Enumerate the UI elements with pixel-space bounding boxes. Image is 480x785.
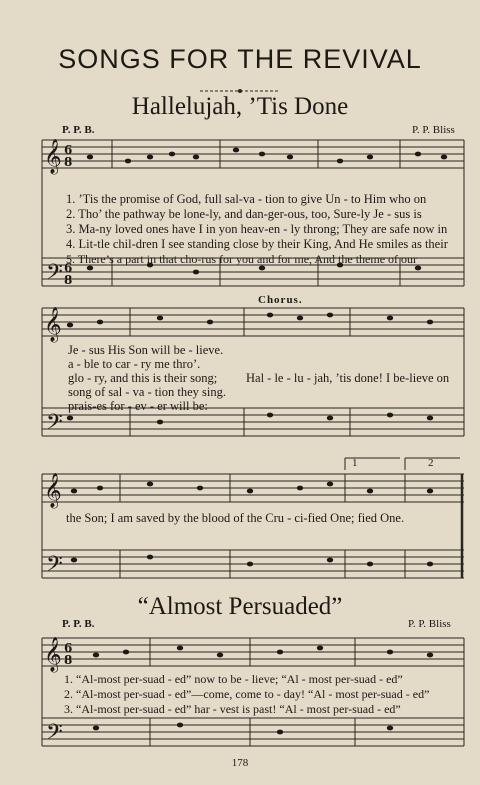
verse-line-1: 1. ’Tis the promise of God, full sal-va - tion to give Un - to Him who on [66,192,427,206]
book-title: SONGS FOR THE REVIVAL [58,44,422,74]
system2-line-3: glo - ry, and this is their song; [68,371,218,385]
music-credit: P. P. Bliss [412,124,455,136]
staff-treble-3 [42,474,464,502]
staff-treble-2 [42,308,464,336]
system2-line-4: song of sal - va - tion they sing. [68,385,226,399]
svg-text:𝄢: 𝄢 [46,720,63,750]
second-ending-mark: 2 [428,457,434,469]
bass-clef: 𝄢 [46,260,63,290]
verse-line-4: 4. Lit-tle chil-dren I see standing close by their King, And He smiles as their [66,237,448,251]
svg-text:8: 8 [64,653,73,667]
svg-text:8: 8 [64,155,73,169]
system3-line: the Son; I am saved by the blood of the Cru - ci-fied One; fied One. [66,511,405,525]
staff-bass-4 [42,718,464,746]
chorus-start-line: Hal - le - lu - jah, ’tis done! I be-lieve on [246,371,450,385]
verse-line-2: 2. Tho’ the pathway be lone-ly, and dan-ger-ous, too, Sure-ly Je - sus is [66,207,422,221]
verse-line-5: 5. There’s a part in that cho-rus for you and for me, And the theme of our [66,252,418,266]
treble-clef: 𝄞 [44,139,62,174]
svg-text:𝄞: 𝄞 [44,307,62,342]
first-ending-mark: 1 [352,457,358,469]
song-title-almost-persuaded: “Almost Persuaded” [137,593,343,620]
page-number: 178 [231,757,249,769]
verse2-line-2: 2. “Al-most per-suad - ed”—come, come to - day! “Al - most per-suad - ed” [64,687,430,701]
svg-text:6: 6 [64,143,73,157]
svg-text:6: 6 [64,261,73,275]
staff-treble-1 [42,140,464,168]
svg-text:𝄢: 𝄢 [46,552,63,582]
system2-line-2: a - ble to car - ry me thro’. [68,357,201,371]
music-credit-2: P. P. Bliss [408,618,451,630]
system2-line-1: Je - sus His Son will be - lieve. [68,343,224,357]
words-credit-2: P. P. B. [62,618,95,630]
svg-text:8: 8 [64,273,73,287]
verse2-line-3: 3. “Al-most per-suad - ed” har - vest is past! “Al - most per-suad - ed” [64,702,401,716]
system2-line-5: prais-es for - ev - er will be: [68,399,208,413]
song-title-hallelujah: Hallelujah, ’Tis Done [131,93,349,120]
svg-text:𝄞: 𝄞 [44,473,62,508]
staff-treble-4 [42,638,464,666]
words-credit: P. P. B. [62,124,95,136]
chorus-label: Chorus. [258,294,303,306]
verse-line-3: 3. Ma-ny loved ones have I in yon heav-en - ly throng; They are safe now in [66,222,448,236]
svg-text:𝄢: 𝄢 [46,410,63,440]
verse2-line-1: 1. “Al-most per-suad - ed” now to be - lieve; “Al - most per-suad - ed” [64,672,403,686]
svg-text:𝄞: 𝄞 [44,637,62,672]
svg-text:6: 6 [64,641,73,655]
